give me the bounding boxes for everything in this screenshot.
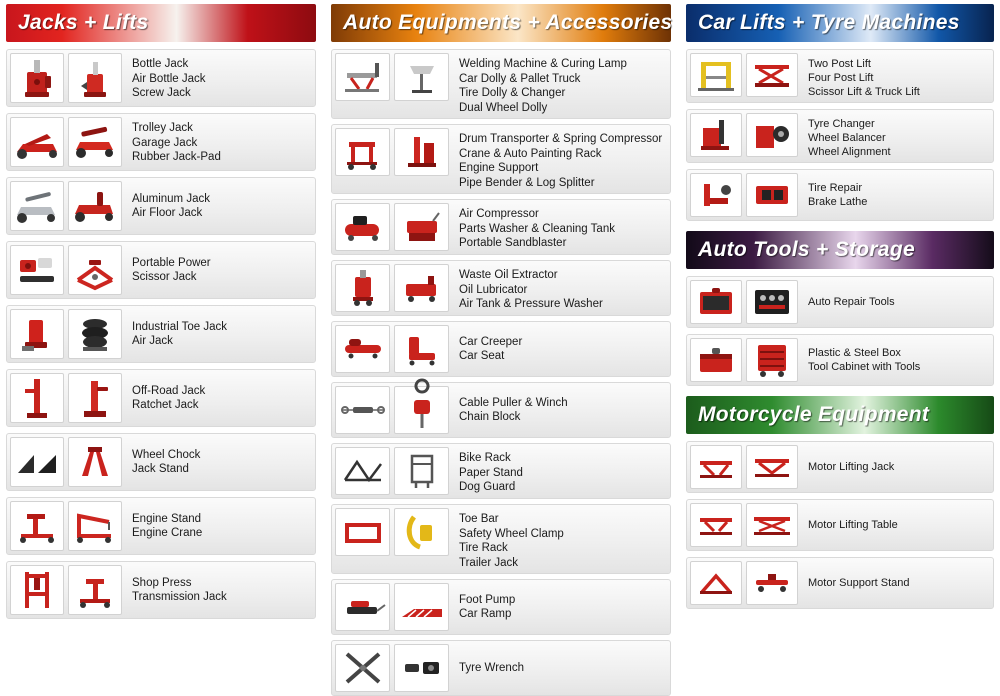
chain-block-icon[interactable]: [394, 386, 449, 434]
label: Waste Oil Extractor: [459, 269, 558, 281]
product-row[interactable]: [6, 561, 316, 619]
toe-jack-icon[interactable]: [10, 309, 64, 359]
thumbnail-group: [690, 280, 798, 324]
thumbnail-group: [690, 173, 798, 217]
label: Motor Lifting Jack: [808, 461, 895, 473]
oil-extractor-icon[interactable]: [335, 264, 390, 312]
log-splitter-icon[interactable]: [394, 128, 449, 176]
wheel-balancer-icon[interactable]: [746, 113, 798, 157]
product-labels: [449, 508, 667, 570]
label: Air Tank & Pressure Washer: [459, 298, 603, 310]
section-title: Motorcycle Equipment: [698, 403, 930, 426]
motor-lifting-jack-icon[interactable]: [690, 445, 742, 489]
label: Foot Pump: [459, 593, 516, 606]
label: Car Dolly & Pallet Truck: [459, 72, 581, 85]
product-row[interactable]: [686, 499, 994, 551]
thumbnail-group: [335, 583, 449, 631]
label: Engine Stand: [132, 512, 202, 525]
label: Wheel Chock: [132, 448, 201, 461]
product-row[interactable]: [6, 177, 316, 235]
thumbnail-group: [10, 437, 122, 487]
label: Air Compressor: [459, 208, 539, 220]
label: Bottle Jack: [132, 58, 189, 70]
ratchet-jack-icon[interactable]: [68, 373, 122, 423]
label: Brake Lathe: [808, 196, 868, 208]
jack-stand-icon[interactable]: [68, 437, 122, 487]
product-row[interactable]: [686, 334, 994, 386]
tool-box-icon[interactable]: [690, 338, 742, 382]
section-banner-auto-tools: [686, 231, 994, 269]
thumbnail-group: [335, 53, 449, 115]
product-labels: [449, 128, 667, 190]
label: Car Creeper: [459, 335, 523, 348]
thumbnail-group: [335, 508, 449, 570]
product-labels: [798, 503, 990, 547]
label: Oil Lubricator: [459, 283, 528, 296]
thumbnail-group: [10, 53, 122, 103]
label: Welding Machine & Curing Lamp: [459, 58, 627, 70]
label: Drum Transporter & Spring Compressor: [459, 133, 663, 145]
product-labels: [449, 447, 667, 495]
product-row[interactable]: [331, 640, 671, 696]
pallet-truck-icon[interactable]: [335, 53, 390, 101]
garage-jack-icon[interactable]: [68, 117, 122, 167]
tool-set-icon[interactable]: [746, 280, 798, 324]
column-lifts-tools-motorcycle: [677, 0, 1000, 633]
product-labels: [798, 280, 990, 324]
car-creeper-icon[interactable]: [335, 325, 390, 373]
product-labels: [798, 561, 990, 605]
product-row[interactable]: [331, 260, 671, 316]
cross-wrench-icon[interactable]: [335, 644, 390, 692]
product-row[interactable]: [331, 49, 671, 119]
foot-pump-icon[interactable]: [335, 583, 390, 631]
product-labels: [449, 644, 667, 692]
cable-puller-icon[interactable]: [335, 386, 390, 434]
thumbnail-group: [335, 325, 449, 373]
transmission-jack-icon[interactable]: [68, 565, 122, 615]
portable-power-icon[interactable]: [10, 245, 64, 295]
product-labels: [122, 117, 312, 167]
product-row[interactable]: [686, 109, 994, 163]
product-row[interactable]: [331, 199, 671, 255]
product-labels: [798, 113, 990, 159]
label: Tyre Wrench: [459, 661, 524, 674]
label: Parts Washer & Cleaning Tank: [459, 222, 615, 235]
label: Screw Jack: [132, 87, 191, 99]
section-banner-motorcycle: [686, 396, 994, 434]
label: Cable Puller & Winch: [459, 396, 568, 409]
engine-crane-icon[interactable]: [68, 501, 122, 551]
thumbnail-group: [690, 53, 798, 99]
tool-cabinet-icon[interactable]: [746, 338, 798, 382]
label: Crane & Auto Painting Rack: [459, 147, 602, 160]
section-title: Auto Tools + Storage: [698, 238, 915, 261]
label: Paper Stand: [459, 466, 523, 479]
label: Motor Support Stand: [808, 577, 910, 589]
tyre-changer-icon[interactable]: [690, 113, 742, 157]
product-labels: [449, 264, 667, 312]
trolley-jack-icon[interactable]: [10, 117, 64, 167]
product-labels: [798, 445, 990, 489]
wheel-clamp-icon[interactable]: [394, 508, 449, 556]
label: Tire Rack: [459, 542, 508, 554]
product-row[interactable]: [331, 321, 671, 377]
thumbnail-group: [690, 338, 798, 382]
product-row[interactable]: [6, 497, 316, 555]
air-compressor-icon[interactable]: [335, 203, 390, 251]
section-banner-auto-equipments: [331, 4, 671, 42]
air-bottle-jack-icon[interactable]: [68, 53, 122, 103]
product-labels: [449, 583, 667, 631]
section-title: Auto Equipments + Accessories: [343, 11, 673, 34]
label: Garage Jack: [132, 136, 198, 149]
motor-table-small-icon[interactable]: [690, 503, 742, 547]
label: Tire Dolly & Changer: [459, 87, 566, 99]
thumbnail-group: [10, 373, 122, 423]
oil-lubricator-icon[interactable]: [394, 264, 449, 312]
bike-rack-icon[interactable]: [335, 447, 390, 495]
thumbnail-group: [690, 113, 798, 159]
thumbnail-group: [335, 128, 449, 190]
air-floor-jack-icon[interactable]: [68, 181, 122, 231]
car-ramp-icon[interactable]: [394, 583, 449, 631]
label: Wheel Alignment: [808, 146, 891, 158]
product-labels: [122, 565, 312, 615]
label: Shop Press: [132, 576, 192, 589]
thumbnail-group: [10, 565, 122, 615]
label: Bike Rack: [459, 452, 511, 464]
product-row[interactable]: [686, 49, 994, 103]
label: Two Post Lift: [808, 58, 871, 70]
product-row[interactable]: [6, 369, 316, 427]
thumbnail-group: [10, 181, 122, 231]
label: Engine Support: [459, 162, 539, 174]
motor-table-large-icon[interactable]: [746, 503, 798, 547]
thumbnail-group: [10, 117, 122, 167]
toe-bar-icon[interactable]: [335, 508, 390, 556]
brake-lathe-icon[interactable]: [746, 173, 798, 217]
label: Off-Road Jack: [132, 384, 206, 397]
product-labels: [798, 53, 990, 99]
label: Tyre Changer: [808, 118, 875, 130]
engine-stand-icon[interactable]: [10, 501, 64, 551]
thumbnail-group: [335, 644, 449, 692]
air-bag-jack-icon[interactable]: [68, 309, 122, 359]
parts-washer-icon[interactable]: [394, 203, 449, 251]
bottle-jack-icon[interactable]: [10, 53, 64, 103]
label: Tire Repair: [808, 182, 862, 194]
paper-stand-icon[interactable]: [394, 447, 449, 495]
column-jacks-lifts: [0, 0, 322, 633]
label: Auto Repair Tools: [808, 296, 895, 308]
label: Scissor Lift & Truck Lift: [808, 86, 920, 98]
aluminum-jack-icon[interactable]: [10, 181, 64, 231]
label: Four Post Lift: [808, 72, 874, 84]
motor-lift-table-icon[interactable]: [746, 445, 798, 489]
section-title: Car Lifts + Tyre Machines: [698, 11, 960, 34]
product-row[interactable]: [686, 441, 994, 493]
shop-press-icon[interactable]: [10, 565, 64, 615]
tire-repair-icon[interactable]: [690, 173, 742, 217]
wheel-chock-icon[interactable]: [10, 437, 64, 487]
thumbnail-group: [10, 309, 122, 359]
product-row[interactable]: [6, 305, 316, 363]
label: Engine Crane: [132, 527, 203, 539]
product-labels: [798, 338, 990, 382]
label: Jack Stand: [132, 463, 189, 475]
product-row[interactable]: [331, 124, 671, 194]
motor-stand-icon[interactable]: [690, 561, 742, 605]
label: Air Jack: [132, 335, 173, 347]
label: Trolley Jack: [132, 122, 193, 134]
product-row[interactable]: [686, 557, 994, 609]
column-auto-equipments: [322, 0, 677, 674]
product-labels: [122, 309, 312, 359]
product-labels: [122, 245, 312, 295]
label: Portable Sandblaster: [459, 237, 567, 249]
label: Plastic & Steel Box: [808, 347, 901, 359]
label: Aluminum Jack: [132, 192, 210, 205]
label: Pipe Bender & Log Splitter: [459, 176, 595, 189]
label: Car Seat: [459, 350, 505, 362]
label: Toe Bar: [459, 513, 499, 525]
product-row[interactable]: [331, 443, 671, 499]
section-title: Jacks + Lifts: [18, 11, 149, 34]
thumbnail-group: [335, 203, 449, 251]
product-labels: [449, 203, 667, 251]
product-row[interactable]: [686, 276, 994, 328]
product-labels: [122, 437, 312, 487]
label: Ratchet Jack: [132, 399, 199, 411]
section-banner-jacks-lifts: [6, 4, 316, 42]
label: Tool Cabinet with Tools: [808, 361, 921, 373]
product-row[interactable]: [6, 241, 316, 299]
scissor-jack-icon[interactable]: [68, 245, 122, 295]
product-labels: [449, 53, 667, 115]
label: Rubber Jack-Pad: [132, 151, 221, 163]
label: Dog Guard: [459, 481, 516, 493]
product-labels: [122, 501, 312, 551]
product-labels: [798, 173, 990, 217]
product-row[interactable]: [6, 433, 316, 491]
product-labels: [449, 325, 667, 373]
product-row[interactable]: [6, 113, 316, 171]
label: Industrial Toe Jack: [132, 320, 228, 333]
thumbnail-group: [10, 245, 122, 295]
label: Air Bottle Jack: [132, 72, 206, 85]
thumbnail-group: [335, 386, 449, 434]
label: Scissor Jack: [132, 271, 197, 283]
product-labels: [122, 373, 312, 423]
label: Dual Wheel Dolly: [459, 101, 548, 114]
tool-case-icon[interactable]: [690, 280, 742, 324]
scissor-lift-icon[interactable]: [746, 53, 798, 97]
label: Wheel Balancer: [808, 132, 886, 144]
product-row[interactable]: [686, 169, 994, 221]
label: Air Floor Jack: [132, 207, 203, 219]
label: Safety Wheel Clamp: [459, 527, 564, 540]
product-row[interactable]: [331, 382, 671, 438]
product-labels: [449, 386, 667, 434]
label: Chain Block: [459, 411, 521, 423]
product-row[interactable]: [6, 49, 316, 107]
motor-dolly-icon[interactable]: [746, 561, 798, 605]
label: Trailer Jack: [459, 556, 518, 569]
label: Transmission Jack: [132, 591, 227, 603]
thumbnail-group: [690, 561, 798, 605]
label: Car Ramp: [459, 608, 512, 620]
thumbnail-group: [690, 503, 798, 547]
two-post-lift-icon[interactable]: [690, 53, 742, 97]
socket-set-icon[interactable]: [394, 644, 449, 692]
thumbnail-group: [335, 264, 449, 312]
product-row[interactable]: [331, 579, 671, 635]
product-labels: [122, 181, 312, 231]
section-banner-car-lifts: [686, 4, 994, 42]
offroad-jack-icon[interactable]: [10, 373, 64, 423]
drum-transporter-icon[interactable]: [335, 128, 390, 176]
product-row[interactable]: [331, 504, 671, 574]
thumbnail-group: [690, 445, 798, 489]
thumbnail-group: [335, 447, 449, 495]
curing-lamp-icon[interactable]: [394, 53, 449, 101]
label: Motor Lifting Table: [808, 519, 898, 531]
label: Portable Power: [132, 256, 211, 269]
car-seat-icon[interactable]: [394, 325, 449, 373]
product-labels: [122, 53, 312, 103]
thumbnail-group: [10, 501, 122, 551]
